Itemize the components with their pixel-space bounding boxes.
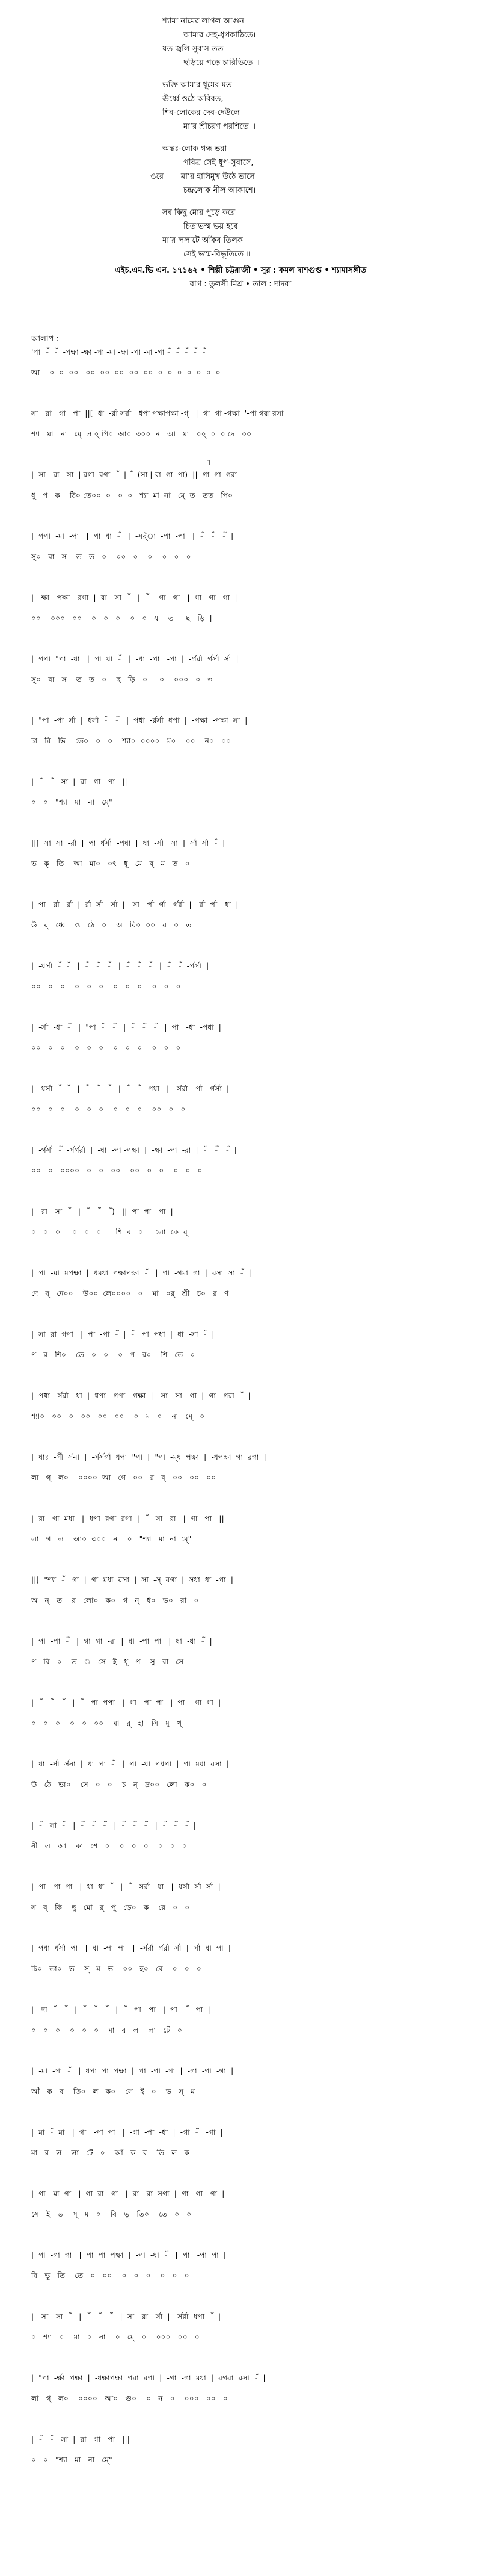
alap-label: আলাপ : [31, 335, 59, 344]
swara-line: 'পা -ঁ -ঁ -পক্ষা -ক্ষা -পা -মা -ক্ষা -পা -মা -গা -ঁ -ঁ -ঁ -ঁ -ঁ [31, 348, 206, 356]
notation-block [31, 1268, 476, 1299]
notation-block [31, 1329, 476, 1360]
notation-block [31, 899, 476, 930]
swara-line: | গা -মা গা | গা রা -গা | রা -রা সগা | গা গা -গা | [31, 2190, 225, 2198]
lyric-syllable-line: লা গ ল আ০ ৩০০ ন ০ "শ্যা মা না মে্" [31, 1535, 192, 1543]
lyric-line: সেই ভস্ম-বিভূতিতে ॥ [183, 250, 251, 259]
lyric-syllable-line: প বি ০ ত ্র সে ই ধূ প সু বা সে [31, 1658, 184, 1666]
notation-block [31, 2066, 476, 2097]
lyric-syllable-line: ০০ ০ ০ ০ ০ ০ ০ ০ ০ ০ ০ ০ [31, 982, 181, 991]
lyric-line: পবিত্র সেই ধূপ-সুবাসে, [183, 158, 254, 167]
lyric-syllable-line: উ র্‌ ধ্বে ও ঠে ০ অ বি০ ০০ র ০ ত [31, 921, 192, 929]
lyric-syllable-line: চি০ তা০ ভ স্‌ ম ভ ০০ হ০ বে ০ ০ ০ [31, 1965, 201, 1973]
lyric-verse [0, 14, 481, 70]
swara-line: | -ঁ -ঁ সা | রা গা পা ||| [31, 2435, 130, 2444]
notation-block [31, 2250, 476, 2281]
swara-line: | পধা -র্সর্রা -ধা | ধপা -গপা -গক্ষা | -সা -সা -গা | গা -গরা -ঁ | [31, 1392, 251, 1400]
lyric-syllable-line: ভ ক্‌ তি আ মা০ ০ৎ ধূ মে ব্‌ ম ত ০ [31, 859, 190, 868]
lyric-line: আমার দেহ-ধূপকাঠিতে। [183, 31, 256, 40]
lyric-line: শিব-লোকের দেব-দেউলে [162, 108, 240, 117]
lyric-line: ওরে মা’র হাসিমুখ উঠে ভাসে [150, 172, 255, 181]
lyric-syllable-line: শ্যা মা না মে্‌ ল ০্‌ পি০ আ০ ৩০০ ন আ মা ০০্ ০ ০ দে ০০ [31, 430, 252, 438]
lyric-syllable-line: লা গ্‌ ল০ ০০০০ আ০ গু০ ০ ন ০ ০০০ ০০ ০ [31, 2394, 228, 2403]
lyric-syllable-line: সু০ বা স ত ত ০ ০০ ০ ০ ০ ০ ০ [31, 553, 191, 561]
lyric-syllable-line: ০০ ০০০ ০০ ০ ০ ০ ০ ০ য ত ছ ড়ি | [31, 614, 212, 622]
section-marker: 1 [207, 459, 212, 467]
swara-line: | -র্গর্সা -ঁ -র্সর্গর্রা | -ধা -পা -পক্ষা | -ক্ষা -পা -রা | -ঁ -ঁ -ঁ | [31, 1146, 237, 1154]
notation-block [31, 2311, 476, 2342]
lyric-syllable-line: ০ ০ ০ ০ ০ ০০ মা র্‌ হা সি মু খ্‌ [31, 1719, 182, 1727]
swara-line: | -দা -ঁ -ঁ | -ঁ -ঁ -ঁ | -ঁ পা পা | পা -ঁ পা | [31, 2005, 210, 2014]
lyric-syllable-line: উ ঠে ভা০ সে ০ ০ চ ন্‌ দ্র০০ লো ক০ ০ [31, 1780, 207, 1789]
notation-block [31, 1636, 476, 1667]
swara-line: সা রা গা পা ||[ ধা -র্রা সর্রা ধপা পক্ষাপক্ষা -গ্‌ | গা গা -গক্ষা '-পা গরা রসা [31, 409, 284, 418]
swara-line: | -মা -পা -ঁ | ধপা পা পক্ষা | পা -গা -পা | -গা -গা -গা | [31, 2067, 234, 2075]
notation-block [31, 1145, 476, 1176]
lyric-line: ঊর্ধ্বে ওঠে অবিরত, [162, 94, 224, 104]
swara-line: | পা -মা মপক্ষা | ধমধা পক্ষাপক্ষা -ঁ | গা -গমা গা | রসা সা -ঁ | [31, 1269, 251, 1277]
notation-block [31, 347, 476, 378]
swara-line: ||[ "শ্যা -ঁ গা | গা মধা রসা | সা -স্‌ রগা | সধা ধা -পা | [31, 1576, 234, 1584]
notation-block [31, 1820, 476, 1851]
notation-block [31, 1697, 476, 1729]
lyric-line: চিতাভস্ম ভয় হবে [183, 222, 238, 231]
lyric-verse [0, 78, 481, 134]
lyric-line: শ্যামা নামের লাগল আগুন [162, 17, 244, 26]
lyric-syllable-line: চা রি ভি তে০ ০ ০ শ্যা০ ০০০০ ম০ ০০ ন০ ০০ [31, 737, 231, 745]
lyric-syllable-line: ০ ০ ০ ০ ০ ০ শি ব ০ লো কে র্‌ [31, 1228, 188, 1236]
notation-block [31, 961, 476, 992]
notation-block [31, 408, 476, 439]
lyric-syllable-line: বি ভূ তি তে ০ ০০ ০ ০ ০ ০ ০ ০ [31, 2271, 189, 2280]
lyric-line: ছড়িয়ে পড়ে চারিভিতে ॥ [183, 58, 260, 67]
lyric-line: ভক্তি আমার ধূমের মত [162, 81, 232, 90]
song-lyrics [0, 14, 481, 270]
lyric-syllable-line: সে ই ভ স্‌ ম ০ বি ভূ তি০ তে ০ ০ [31, 2210, 192, 2218]
notation-block [31, 1083, 476, 1115]
lyric-syllable-line: ০০ ০ ০০০০ ০ ০ ০০ ০০ ০ ০ ০ ০ ০ [31, 1166, 203, 1175]
notation-block [31, 2004, 476, 2036]
notation-block [31, 531, 476, 562]
notation-block [31, 1022, 476, 1053]
swara-line: | -রা -সা -ঁ | -ঁ -ঁ -ঁ) || পা পা -পা | [31, 1207, 173, 1216]
swara-line: | পা -পা -ঁ | গা গা -রা | ধা -পা পা | ধা -ধা -ঁ | [31, 1637, 212, 1646]
swara-line: | -ধর্সা -ঁ -ঁ | -ঁ -ঁ -ঁ | -ঁ -ঁ -ঁ | -ঁ -ঁ -র্পর্সা | [31, 962, 209, 970]
lyric-syllable-line: ০ ০ ০ ০ ০ ০ মা র ল লা টে ০ [31, 2026, 183, 2034]
swara-line: | গা -গা গা | পা পা পক্ষা | -পা -ধা -ঁ | পা -পা পা | [31, 2251, 227, 2259]
swara-line: | -ধর্সা -ঁ -ঁ | -ঁ -ঁ -ঁ | -ঁ -ঁ পধা | -র্সর্রা -র্পা -র্গর্সা | [31, 1085, 230, 1093]
swara-line: | পা -র্রা র্রা | র্রা র্সা -র্সা | -সা -র্পা র্গা র্গর্রা | -র্রা র্পা -ধা | [31, 900, 239, 909]
notation-block [31, 1574, 476, 1606]
lyric-syllable-line: প র শি০ তে ০ ০ ০ প র০ শি তে ০ [31, 1351, 195, 1359]
lyric-syllable-line: অ ন্‌ ত র লো০ ক০ গ ন্‌ ধ০ ভ০ রা ০ [31, 1596, 199, 1605]
notation-block [31, 1390, 476, 1422]
lyric-verse [0, 206, 481, 261]
lyric-syllable-line: ০০ ০ ০ ০ ০ ০ ০ ০ ০ ০ ০ ০ [31, 1044, 181, 1052]
lyric-syllable-line: লা গ্‌ ল০ ০০০০ আ গে ০০ র ব্‌ ০০ ০০ ০০ [31, 1473, 216, 1482]
swara-line: | মা -ঁ মা | গা -পা পা | -গা -পা -ধা | -গা -ঁ -গা | [31, 2128, 223, 2137]
swara-line: | -ক্ষা -পক্ষা -রগা | রা -সা -ঁ | -ঁ -গা গা | গা গা গা | [31, 593, 237, 602]
lyric-syllable-line: শ্যা০ ০০ ০ ০০ ০০ ০০ ০ ম ০ না মে্‌ ০ [31, 1412, 205, 1420]
swara-line: | পধা র্ধর্সা পা | ধা -পা পা | -র্সর্রা র্গর্রা র্সা | র্সা ধা পা | [31, 1944, 231, 1952]
lyric-syllable-line: ০ শ্যা ০ মা ০ না ০ মে্‌ ০ ০০০ ০০ ০ [31, 2333, 200, 2341]
swara-line: | গপা -মা -পা | পা ধা -ঁ | -সর্ঁা -পা -পা | -ঁ -ঁ -ঁ | [31, 532, 234, 540]
lyric-syllable-line: মা র ল লা টে ০ আঁ ক ব তি ল ক [31, 2149, 190, 2157]
lyric-syllable-line: স ব্‌ কি ছু মো র্‌ পু ড়ে০ ক রে ০ ০ [31, 1903, 190, 1912]
lyric-syllable-line: ০ ০ "শ্যা মা না মে্" [31, 798, 112, 807]
notation-block [31, 1943, 476, 1974]
lyric-syllable-line: আঁ ক ব তি০ ল ক০ সে ই ০ ভ স্‌ ম [31, 2087, 195, 2096]
swara-line: | -র্সা -ধা -ঁ | "পা -ঁ -ঁ | -ঁ -ঁ -ঁ | পা -ধা -পধা | [31, 1023, 222, 1032]
lyric-syllable-line: নী ল আ কা শে ০ ০ ০ ০ ০ ০ ০ [31, 1842, 187, 1850]
notation-block [31, 1881, 476, 1913]
lyric-syllable-line: ০ ০ "শ্যা মা না মে্" [31, 2456, 112, 2464]
notation-block [31, 838, 476, 869]
lyric-syllable-line: ০০ ০ ০ ০ ০ ০ ০ ০ ০ ০০ ০ ০ [31, 1105, 186, 1113]
notation-block [31, 1452, 476, 1483]
raga-tala-info: রাগ : তুলসী মিশ্র • তাল : দাদরা [189, 280, 292, 289]
notation-block [31, 1759, 476, 1790]
notation-block [31, 2373, 476, 2404]
swara-line: | ধাঃ -র্সী র্সনা | -র্সর্সর্গা ধপা "পা | "পা -ম্ধ পক্ষা | -ধপক্ষা গা রগা | [31, 1453, 266, 1461]
notation-block [31, 592, 476, 624]
swara-line: | "পা -পা র্সা | ধর্সা -ঁ -ঁ | পধা -র্রর্সা ধপা | -পক্ষা -পক্ষা সা | [31, 716, 248, 725]
notation-block [31, 2188, 476, 2220]
notation-block [31, 1206, 476, 1237]
lyric-line: সব কিছু মোর পুড়ে করে [162, 208, 236, 217]
swara-line: | রা -গা মধা | ধপা রগা রগা | -ঁ সা রা | গা পা || [31, 1514, 224, 1523]
lyric-line: মা’র শ্রীচরণ পরশিতে ॥ [183, 122, 256, 131]
notation-block [31, 2127, 476, 2158]
swara-line: | -ঁ সা -ঁ | -ঁ -ঁ -ঁ | -ঁ -ঁ -ঁ | -ঁ -ঁ -ঁ | [31, 1821, 197, 1830]
notation-block [31, 776, 476, 808]
lyric-line: অন্তঃ-লোক গন্ধ ভরা [162, 144, 227, 153]
swara-line: | "পা -র্ক্ষা পক্ষা | -ধক্ষাপক্ষা গরা রগা | -গা -গা মধা | রগরা রসা -ঁ | [31, 2374, 266, 2382]
swara-line: | ধা -র্সা র্সনা | ধা পা -ঁ | পা -ধা পধপা | গা মধা রসা | [31, 1760, 230, 1768]
swara-line: | -ঁ -ঁ -ঁ | -ঁ পা পপা | গা -পা পা | পা -গা গা | [31, 1698, 221, 1707]
lyric-syllable-line: সু০ বা স ত ত ০ ছ ড়ি ০ ০ ০০০ ০ ৩ [31, 675, 213, 684]
swara-line: | -সা -সা -ঁ | -ঁ -ঁ -ঁ | সা -রা -র্সা | -র্সর্রা ধপা -ঁ | [31, 2312, 221, 2321]
lyric-syllable-line: দে ব্‌ দে০০ উ০০ লে০০০০ ০ মা ০র্‌ শ্রী চ০ র ণ [31, 1289, 229, 1298]
lyric-syllable-line: ধূ প ক ঠি০ তে০০ ০ ০ ০ শ্যা মা না মে্‌ ত তত পি০ [31, 491, 233, 500]
lyric-syllable-line: আ ০ ০ ০০ ০০ ০০ ০০ ০০ ০০ ০ ০ ০ ০ ০ ০ ০ [31, 368, 221, 377]
lyric-line: যত জ্বলি সুবাস তত [162, 45, 224, 54]
swara-line: ||[ সা সা -র্রা | পা র্ধর্সা -পধা | ধা -র্সা সা | র্সা র্সা -ঁ | [31, 839, 225, 847]
recording-info: এইচ.এম.ভি এন. ১৭১৬২ • শিল্পী চট্টরাজী • সুর : কমল দাশগুপ্ত • শ্যামাসঙ্গীত [114, 266, 367, 275]
swara-line: | সা রা গপা | পা -পা -ঁ | -ঁ পা পধা | ধা -সা -ঁ | [31, 1330, 215, 1339]
notation-block [31, 715, 476, 746]
swara-line: | গপা "পা -ধা | পা ধা -ঁ | -ধা -পা -পা | -র্গর্রা র্গর্সা র্সা | [31, 655, 239, 663]
lyric-line: চন্দ্রলোক নীল আকাশে। [183, 186, 256, 195]
swara-line: | সা -রা সা | রগা রগা -ঁ | -ঁ (সা | রা গা পা) || গা গা গরা [31, 471, 237, 479]
lyric-verse [0, 142, 481, 197]
notation-block [31, 459, 476, 501]
notation-block [31, 1513, 476, 1544]
swara-line: | পা -পা পা | ধা ধা -ঁ | -ঁ সর্রা -ধা | ধর্সা র্সা র্সা | [31, 1883, 221, 1891]
lyric-line: মা’র ললাটে আঁকব তিলক [162, 236, 243, 245]
swara-line: | -ঁ -ঁ সা | রা গা পা || [31, 778, 127, 786]
notation-block [31, 654, 476, 685]
notation-block [31, 2434, 476, 2465]
